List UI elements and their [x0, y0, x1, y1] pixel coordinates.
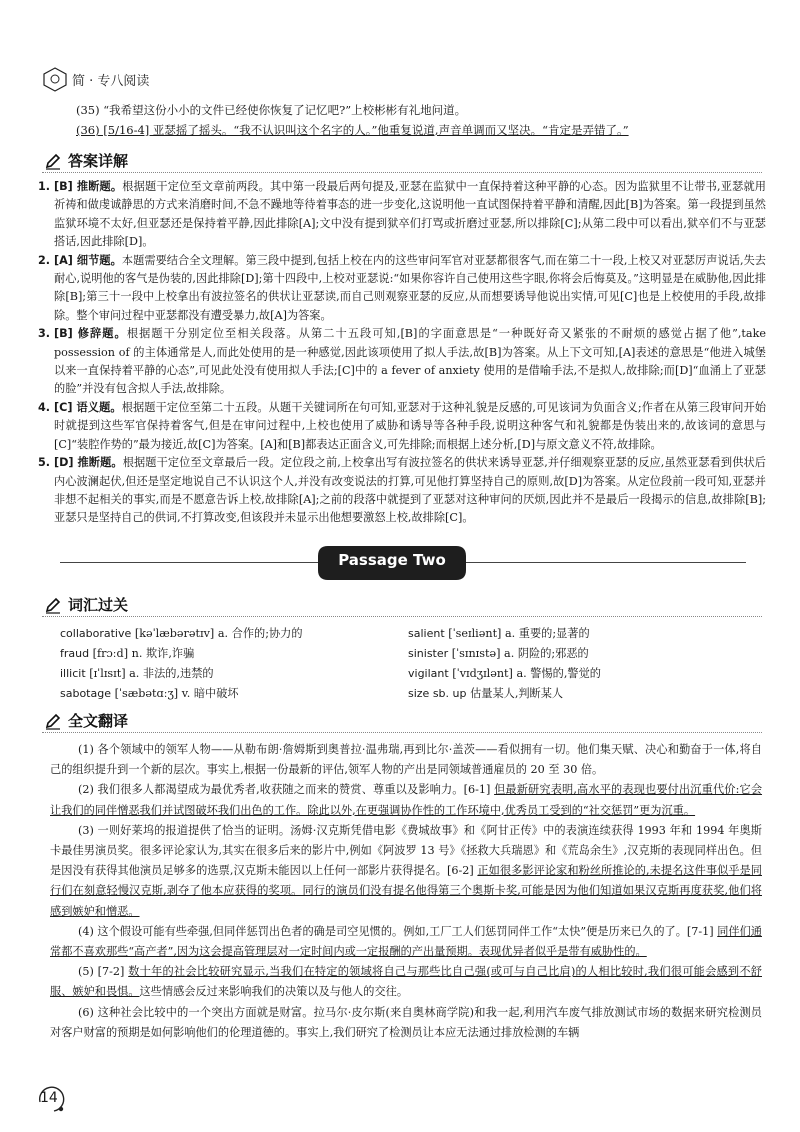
section-divider — [42, 616, 762, 617]
answer-item — [38, 252, 766, 326]
answer-number: 1. — [38, 180, 51, 193]
vocab-entry: fraud [frɔːd] n. 欺诈,诈骗 — [60, 647, 195, 660]
answer-text: 根据题干定位至文章前两段。其中第一段最后两句提及,亚瑟在监狱中一直保持着这种平静的心态。因为监狱里不让带书,亚瑟就用祈祷和做虔诚静思的方式来消磨时间,不急不躁地等待着事态的进一步变化,这说明他一直试图保持着平静和清醒,因此[B]为答案。第一段提到虽然监狱环境不太好,但亚瑟还是保持着平静,因此排除[A];文中没有提到狱卒们打骂或折磨过亚瑟,所以排除[C];从第二段中可以看出,狱卒们不与亚瑟搭话,因此排除[D]。 — [54, 180, 766, 249]
vocab-entry: vigilant [ˈvɪdʒɪlənt] a. 警惕的,警觉的 — [408, 667, 601, 680]
passage-line: (35) “我希望这份小小的文件已经使你恢复了记忆吧?”上校彬彬有礼地问道。 — [76, 103, 467, 117]
banner-rule-right — [466, 562, 746, 563]
section-divider — [42, 172, 762, 173]
answer-item — [38, 325, 766, 399]
answer-tag: [B] 推断题。 — [54, 180, 123, 193]
page-number: 14 — [40, 1090, 58, 1106]
pen-icon — [44, 712, 62, 730]
answer-item — [38, 178, 766, 252]
answer-text: 根据题干定位至文章最后一段。定位段之前,上校拿出写有波拉签名的供状来诱导亚瑟,并仔细观察亚瑟的反应,虽然亚瑟看到供状后内心波澜起伏,但还是坚定地说自己不认识这个人,并没有改变说法的打算,可见他打算坚持自己的原则,故[D]为答案。从定位段前一段可知,亚瑟并非想不起相关的事实,而是不愿意告诉上校,故排除[A];之前的段落中就提到了亚瑟对这种审问的厌烦,因此并不是最后一段揭示的信息,故排除[B];亚瑟只是坚持自己的供词,不打算改变,但该段并未显示出他想要激怒上校,故排除[C]。 — [54, 456, 766, 525]
section-label: 词汇过关 — [68, 596, 129, 614]
vocab-entry: illicit [ɪˈlɪsɪt] a. 非法的,违禁的 — [60, 667, 214, 680]
header-title: 简 · 专八阅读 — [72, 73, 150, 89]
answer-item — [38, 399, 766, 454]
translation-paragraph: (6) 这种社会比较中的一个突出方面就是财富。拉马尔·皮尔斯(来自奥林商学院)和我一起,利用汽车废气排放测试市场的数据来研究检测员对客户财富的预期是如何影响他们的伦理道德的。事实上,我们研究了检测员让本应无法通过排放检测的车辆 — [50, 1005, 762, 1039]
vocab-column-right — [408, 624, 601, 704]
answer-tag: [D] 推断题。 — [54, 456, 123, 470]
section-vocab-title — [44, 594, 128, 615]
translation-paragraph: (2) 我们很多人都渴望成为最优秀者,收获随之而来的赞赏、尊重以及影响力。[6-1] 但最新研究表明,高水平的表现也要付出沉重代价:它会让我们的同伴憎恶我们并试图破坏我们出色的工作。除此以外,在更强调协作性的工作环境中,优秀员工受到的“社交惩罚”更为沉重。 — [50, 783, 763, 817]
pen-icon — [44, 152, 62, 170]
passage-banner-label: Passage Two — [338, 551, 446, 569]
translation-body — [50, 740, 762, 1043]
answer-number: 3. — [38, 327, 51, 341]
banner-rule-left — [60, 562, 318, 563]
section-answers-title — [44, 150, 128, 171]
running-header — [42, 66, 149, 92]
answer-list — [38, 178, 766, 528]
answer-text: 本题需要结合全文理解。第三段中提到,包括上校在内的这些审问军官对亚瑟都很客气,而在第二十一段,上校又对亚瑟厉声说话,失去耐心,说明他的客气是伪装的,因此排除[D];第十四段中,上校对亚瑟说:“如果你容许自己使用这些字眼,你将会后悔莫及。”这明显是在威胁他,因此排除[B];第三十一段中上校拿出有波拉签名的供状让亚瑟读,而自己则观察亚瑟的反应,从而想要诱导他说出实情,可见[C]也是上校使用的手段,故排除。整个审问过程中亚瑟都没有遭受暴力,故[A]为答案。 — [54, 253, 766, 322]
translation-paragraph: (1) 各个领域中的领军人物——从勒布朗·詹姆斯到奥普拉·温弗瑞,再到比尔·盖茨——看似拥有一切。他们集天赋、决心和勤奋于一体,将自己的组织提升到一个新的层次。事实上,根据一份最新的评估,领军人物的产出是同领域普通雇员的 20 至 30 倍。 — [50, 743, 762, 777]
answer-text: 根据题干定位至第二十五段。从题干关键词所在句可知,亚瑟对于这种礼貌是反感的,可见该词为负面含义;作者在从第三段审问开始时就提到这些军官保持着客气,但是在审问过程中,上校也使用了威胁和诱导等各种手段,说明这种客气和礼貌都是伪装出来的,故该词的意思与[C]“装腔作势的”最为接近,故[C]为答案。[A]和[B]都表达正面含义,可先排除;而根据上述分析,[D]与原文意义不符,故排除。 — [54, 400, 766, 451]
vocab-entry: collaborative [kəˈlæbərətɪv] a. 合作的;协力的 — [60, 627, 303, 640]
book-logo-icon — [42, 66, 68, 92]
section-divider — [42, 732, 762, 733]
translation-paragraph: (5) [7-2] 数十年的社会比较研究显示,当我们在特定的领域将自己与那些比自己强(或可与自己比肩)的人相比较时,我们很可能会感到不舒服、嫉妒和畏惧。这些情感会反过来影响我们的决策以及与他人的交往。 — [50, 965, 762, 999]
passage-tail — [76, 100, 776, 140]
passage-line: (36) [5/16-4] 亚瑟摇了摇头。“我不认识叫这个名字的人。”他重复说道,声音单调而又坚决。“肯定是弄错了。” — [76, 123, 629, 137]
answer-text: 根据题干分别定位至相关段落。从第二十五段可知,[B]的字面意思是“一种既好奇又紧张的不耐烦的感觉占据了他”,take possession of 的主体通常是人,而此处使用的是一种感觉,因此该项使用了拟人手法,故[B]为答案。从上下文可知,[A]表述的意思是“他进入城堡以来一直保持着平静的心态”,可见此处没有使用拟人手法;[C]中的 a fever of anxiety 使用的是借喻手法,不是拟人,故排除;而[D]“血涌上了亚瑟的脸”并没有包含拟人手法,故排除。 — [54, 327, 766, 396]
answer-number: 4. — [38, 400, 51, 414]
pen-icon — [44, 596, 62, 614]
answer-number: 5. — [38, 456, 51, 470]
vocab-column-left — [60, 624, 303, 704]
translation-paragraph: (4) 这个假设可能有些牵强,但同伴惩罚出色者的确是司空见惯的。例如,工厂工人们惩罚同伴工作“太快”便是历来已久的了。[7-1] 同伴们通常都不喜欢那些“高产者”,因为这会提高管理层对一定时间内或一定报酬的产出量预期。表现优异者似乎是带有威胁性的。 — [50, 924, 762, 959]
section-translation-title — [44, 710, 128, 731]
answer-tag: [C] 语义题。 — [54, 400, 122, 414]
answer-number: 2. — [38, 253, 51, 267]
answer-tag: [A] 细节题。 — [54, 253, 122, 267]
vocab-entry: salient [ˈseɪliənt] a. 重要的;显著的 — [408, 627, 590, 640]
answer-item — [38, 454, 766, 528]
section-label: 答案详解 — [68, 152, 129, 170]
translation-paragraph: (3) 一则好莱坞的报道提供了恰当的证明。汤姆·汉克斯凭借电影《费城故事》和《阿甘正传》中的表演连续获得 1993 年和 1994 年奥斯卡最佳男演员奖。很多评论家认为,其实在很多后来的影片中,例如《阿波罗 13 号》《拯救大兵瑞恩》和《荒岛余生》,汉克斯的表现同样出色。但是因没有获得其他演员足够多的选票,汉克斯未能因以上任何一部影片获得提名。[6-2] 正如很多影评论家和粉丝所推论的,未提名这件事似乎是同行们在刻意轻慢汉克斯,剥夺了他本应获得的奖项。同行的演员们没有提名他得第三个奥斯卡奖,可能是因为他们知道如果汉克斯再度获奖,他们将感到嫉妒和憎恶。 — [50, 823, 762, 918]
vocab-entry: sinister [ˈsɪnɪstə] a. 阴险的;邪恶的 — [408, 647, 589, 660]
vocab-entry: sabotage [ˈsæbətɑːʒ] v. 暗中破坏 — [60, 687, 239, 700]
answer-tag: [B] 修辞题。 — [54, 327, 127, 341]
vocab-entry: size sb. up 估量某人,判断某人 — [408, 687, 564, 700]
section-label: 全文翻译 — [68, 712, 129, 730]
